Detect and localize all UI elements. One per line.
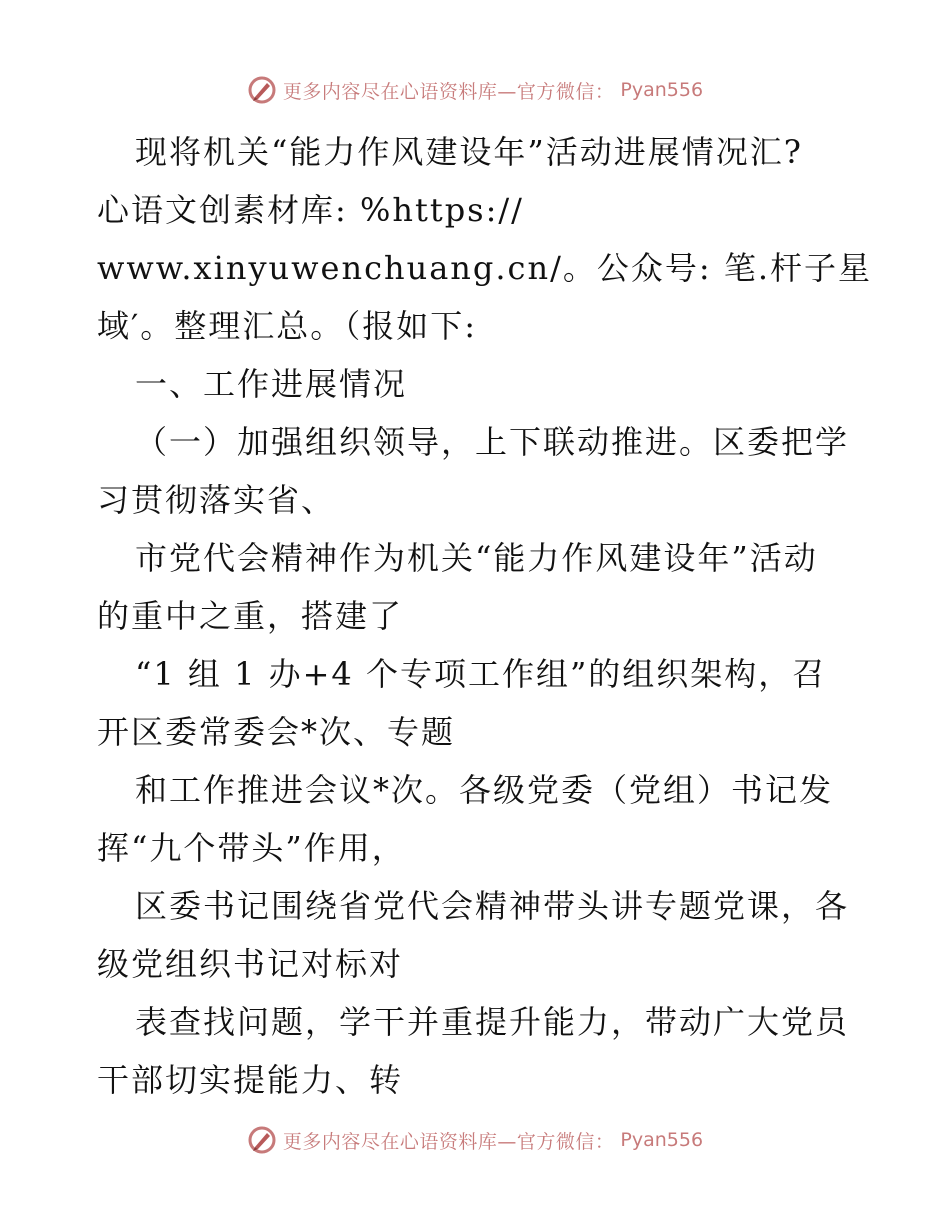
paragraph-line: 的重中之重，搭建了 <box>97 597 404 635</box>
paragraph-line: 表查找问题，学干并重提升能力，带动广大党员 <box>135 1003 850 1041</box>
paragraph-line: 域′。整理汇总。（报如下: <box>97 307 478 345</box>
paragraph-line: 干部切实提能力、转 <box>97 1061 404 1099</box>
paragraph-line: 现将机关“能力作风建设年”活动进展情况汇? <box>135 133 803 171</box>
paragraph-line: 挥“九个带头”作用， <box>97 829 406 867</box>
watermark-handle: Pyan556 <box>620 79 704 101</box>
paragraph-line: “1 组 1 办+4 个专项工作组”的组织架构，召 <box>135 655 827 693</box>
pen-logo-icon <box>247 1125 277 1155</box>
paragraph-line: 开区委常委会*次、专题 <box>97 713 456 751</box>
paragraph-line: 市党代会精神作为机关“能力作风建设年”活动 <box>135 539 818 577</box>
paragraph-line: （一）加强组织领导，上下联动推进。区委把学 <box>135 423 850 461</box>
paragraph-line: 习贯彻落实省、 <box>97 481 336 519</box>
watermark-text: 更多内容尽在心语资料库—官方微信： <box>282 1130 615 1153</box>
paragraph-line: www.xinyuwenchuang.cn/。公众号: 笔.杆子星 <box>97 249 872 287</box>
paragraph-line: 心语文创素材库: %https:// <box>97 191 524 229</box>
footer-watermark <box>0 1120 950 1160</box>
section-heading: 一、工作进展情况 <box>135 365 408 403</box>
paragraph-line: 和工作推进会议*次。各级党委（党组）书记发 <box>135 771 834 809</box>
watermark-handle: Pyan556 <box>620 1129 704 1151</box>
pen-logo-icon <box>247 75 277 105</box>
watermark-text: 更多内容尽在心语资料库—官方微信： <box>282 80 615 103</box>
header-watermark <box>0 70 950 110</box>
paragraph-line: 区委书记围绕省党代会精神带头讲专题党课，各 <box>135 887 850 925</box>
document-body <box>97 123 872 1109</box>
paragraph-line: 级党组织书记对标对 <box>97 945 404 983</box>
